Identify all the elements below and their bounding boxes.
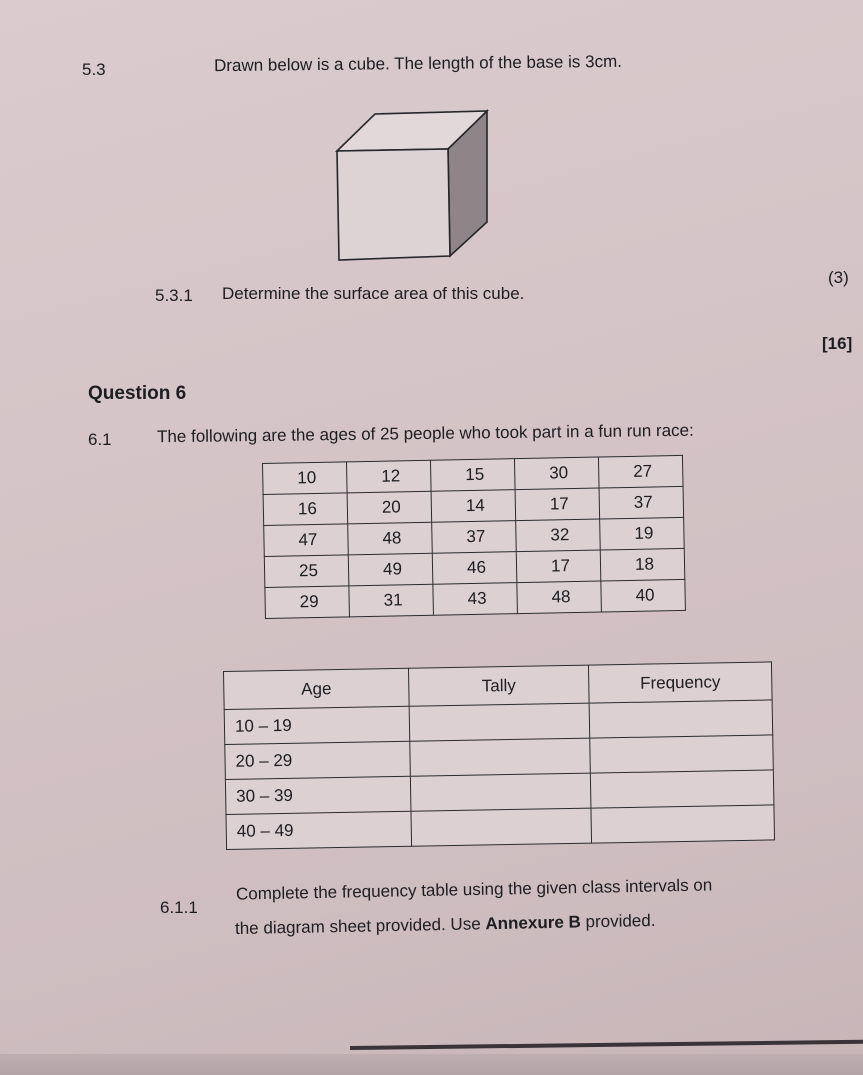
class-interval: 10 – 19 xyxy=(224,706,410,744)
cube-diagram xyxy=(325,104,495,264)
age-cell: 49 xyxy=(348,553,433,586)
table-row xyxy=(265,579,686,618)
question-number-5-3: 5.3 xyxy=(82,60,106,79)
age-cell: 18 xyxy=(600,548,685,581)
age-cell: 43 xyxy=(433,583,518,616)
question-6-1-text: The following are the ages of 25 people who took part in a fun run race: xyxy=(156,420,694,447)
header-frequency: Frequency xyxy=(588,662,772,703)
tally-cell[interactable] xyxy=(411,808,592,846)
age-cell: 48 xyxy=(517,581,602,614)
age-cell: 16 xyxy=(263,493,348,526)
age-cell: 29 xyxy=(265,586,350,619)
page-bottom-shadow xyxy=(0,1054,863,1075)
question-6-heading: Question 6 xyxy=(88,383,187,404)
age-cell: 40 xyxy=(601,579,686,612)
class-interval: 40 – 49 xyxy=(226,811,412,849)
question-number-6-1: 6.1 xyxy=(88,430,112,449)
frequency-cell[interactable] xyxy=(589,700,773,738)
header-tally: Tally xyxy=(408,665,589,706)
line2-part-a: the diagram sheet provided. Use xyxy=(234,914,486,939)
header-age: Age xyxy=(224,668,410,709)
question-6-1-1-text-line2 xyxy=(235,911,656,939)
class-interval: 30 – 39 xyxy=(225,776,411,814)
age-cell: 47 xyxy=(264,524,349,557)
frequency-cell[interactable] xyxy=(591,805,775,843)
tally-cell[interactable] xyxy=(409,703,590,741)
age-cell: 14 xyxy=(431,490,516,523)
frequency-table xyxy=(223,661,775,850)
frequency-cell[interactable] xyxy=(590,770,774,808)
age-cell: 10 xyxy=(263,462,348,495)
question-5-3-1-text: Determine the surface area of this cube. xyxy=(222,284,525,303)
age-cell: 19 xyxy=(600,517,685,550)
age-cell: 48 xyxy=(348,522,433,555)
marks-5-3-1: (3) xyxy=(828,268,849,287)
tally-cell[interactable] xyxy=(410,738,591,776)
frequency-cell[interactable] xyxy=(590,735,774,773)
question-number-6-1-1: 6.1.1 xyxy=(160,898,198,917)
ages-table xyxy=(262,455,686,619)
age-cell: 25 xyxy=(264,555,349,588)
annexure-reference: Annexure B xyxy=(485,912,581,934)
question-number-5-3-1: 5.3.1 xyxy=(155,286,193,305)
line2-part-c: provided. xyxy=(580,910,656,932)
class-interval: 20 – 29 xyxy=(225,741,411,779)
age-cell: 15 xyxy=(430,459,515,492)
age-cell: 17 xyxy=(516,550,601,583)
age-cell: 37 xyxy=(599,486,684,519)
age-cell: 30 xyxy=(514,457,599,490)
age-cell: 17 xyxy=(515,488,600,521)
question-5-3-text: Drawn below is a cube. The length of the base is 3cm. xyxy=(213,51,623,76)
age-cell: 20 xyxy=(347,491,432,524)
page-bottom-rule xyxy=(350,1040,863,1050)
age-cell: 46 xyxy=(432,552,517,585)
section-total: [16] xyxy=(822,334,853,353)
age-cell: 27 xyxy=(598,455,683,488)
age-cell: 12 xyxy=(346,460,431,493)
question-6-1-1-text-line1: Complete the frequency table using the given class intervals on xyxy=(235,875,713,904)
tally-cell[interactable] xyxy=(410,773,591,811)
age-cell: 31 xyxy=(349,584,434,617)
age-cell: 37 xyxy=(432,521,517,554)
age-cell: 32 xyxy=(516,519,601,552)
